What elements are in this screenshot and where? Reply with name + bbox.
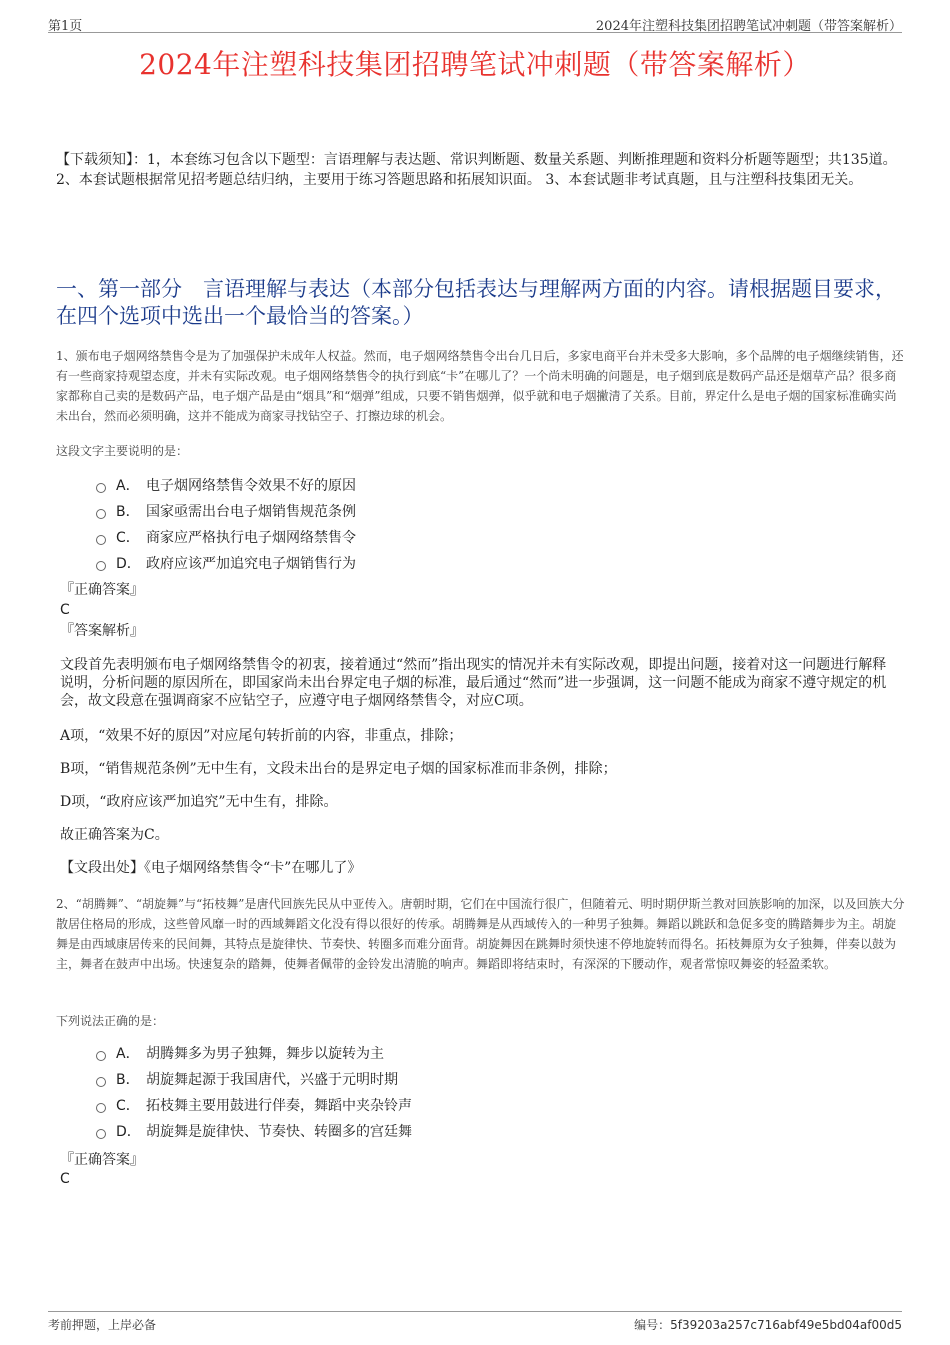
page-footer xyxy=(48,1311,902,1334)
question-2-prompt: 下列说法正确的是： xyxy=(56,1014,165,1028)
footer-code: 编号：5f39203a257c716abf49e5bd04af00d5 xyxy=(634,1318,902,1332)
question-1-option-b[interactable]: B． 国家亟需出台电子烟销售规范条例 xyxy=(96,499,796,525)
analysis-option-b: B项，“销售规范条例”无中生有，文段未出台的是界定电子烟的国家标准而非条例，排除； xyxy=(60,761,617,777)
analysis-conclusion: 故正确答案为C。 xyxy=(60,827,169,843)
download-notice: 【下载须知】：1，本套练习包含以下题型：言语理解与表达题、常识判断题、数量关系题、判断推理题和资料分析题等题型；共135道。 2、本套试题根据常见招考题总结归纳，主要用于练习答题思路和拓展知识面。 3、本套试题非考试真题，且与注塑科技集团无关。 xyxy=(56,152,897,188)
question-1-prompt: 这段文字主要说明的是： xyxy=(56,444,189,458)
question-2-options xyxy=(96,1041,796,1145)
question-2-option-d[interactable]: D． 胡旋舞是旋律快、节奏快、转圈多的宫廷舞 xyxy=(96,1119,796,1145)
question-1-options xyxy=(96,473,796,577)
question-2-option-a[interactable]: A． 胡腾舞多为男子独舞，舞步以旋转为主 xyxy=(96,1041,796,1067)
question-1-option-d[interactable]: D． 政府应该严加追究电子烟销售行为 xyxy=(96,551,796,577)
footer-slogan: 考前押题，上岸必备 xyxy=(48,1318,157,1332)
analysis-paragraph: 文段首先表明颁布电子烟网络禁售令的初衷，接着通过“然而”指出现实的情况并未有实际改观，即提出问题，接着对这一问题进行解释说明，分析问题的原因所在，即国家尚未出台界定电子烟的标准，最后通过“然而”进一步强调，这一问题不能成为商家不遵守规定的机会，故文段意在强调商家不应钻空子，应遵守电子烟网络禁售令，对应C项。 xyxy=(60,657,887,709)
question-2-answer-label: 『正确答案』 xyxy=(60,1152,144,1168)
radio-icon[interactable] xyxy=(96,561,106,571)
header-doc-title: 2024年注塑科技集团招聘笔试冲刺题（带答案解析） xyxy=(595,19,902,34)
question-1-answer: C xyxy=(60,602,70,618)
analysis-option-d: D项，“政府应该严加追究”无中生有，排除。 xyxy=(60,794,338,810)
page-header xyxy=(48,14,902,33)
question-1-option-c[interactable]: C． 商家应严格执行电子烟网络禁售令 xyxy=(96,525,796,551)
radio-icon[interactable] xyxy=(96,1103,106,1113)
analysis-option-a: A项，“效果不好的原因”对应尾句转折前的内容，非重点，排除； xyxy=(60,728,463,744)
question-2-option-c[interactable]: C． 拓枝舞主要用鼓进行伴奏，舞蹈中夹杂铃声 xyxy=(96,1093,796,1119)
radio-icon[interactable] xyxy=(96,509,106,519)
question-1-stem: 1、颁布电子烟网络禁售令是为了加强保护未成年人权益。然而，电子烟网络禁售令出台几日后，多家电商平台并未受多大影响，多个品牌的电子烟继续销售，还有一些商家持观望态度，并未有实际改观。电子烟网络禁售令的执行到底“卡”在哪儿了？一个尚未明确的问题是，电子烟到底是数码产品还是烟草产品？很多商家都称自己卖的是数码产品，电子烟产品是由“烟具”和“烟弹”组成，只要不销售烟弹，似乎就和电子烟撇清了关系。目前，界定什么是电子烟的国家标准确实尚未出台，然而必须明确，这并不能成为商家寻找钻空子、打擦边球的机会。 xyxy=(56,349,904,423)
question-1-option-a[interactable]: A． 电子烟网络禁售令效果不好的原因 xyxy=(96,473,796,499)
question-1-answer-label: 『正确答案』 xyxy=(60,582,144,598)
radio-icon[interactable] xyxy=(96,483,106,493)
page-title: 2024年注塑科技集团招聘笔试冲刺题（带答案解析） xyxy=(139,48,811,81)
radio-icon[interactable] xyxy=(96,1051,106,1061)
radio-icon[interactable] xyxy=(96,535,106,545)
section-title: 一、第一部分 言语理解与表达（本部分包括表达与理解两方面的内容。请根据题目要求，在四个选项中选出一个最恰当的答案。） xyxy=(56,277,896,328)
question-2-option-b[interactable]: B． 胡旋舞起源于我国唐代，兴盛于元明时期 xyxy=(96,1067,796,1093)
radio-icon[interactable] xyxy=(96,1077,106,1087)
question-1-analysis-label: 『答案解析』 xyxy=(60,623,144,639)
question-2-answer: C xyxy=(60,1171,70,1187)
radio-icon[interactable] xyxy=(96,1129,106,1139)
question-2-stem: 2、“胡腾舞”、“胡旋舞”与“拓枝舞”是唐代回族先民从中亚传入。唐朝时期，它们在中国流行很广，但随着元、明时期伊斯兰教对回族影响的加深，以及回族大分散居住格局的形成，这些曾风靡一时的西域舞蹈文化没有得以很好的传承。胡腾舞是从西域传入的一种男子独舞。舞蹈以跳跃和急促多变的腾踏舞步为主。胡旋舞是由西域康居传来的民间舞，其特点是旋律快、节奏快、转圈多而难分面背。胡旋舞因在跳舞时须快速不停地旋转而得名。拓枝舞原为女子独舞，伴奏以鼓为主，舞者在鼓声中出场。快速复杂的踏舞，使舞者佩带的金铃发出清脆的响声。舞蹈即将结束时，有深深的下腰动作，观者常惊叹舞姿的轻盈柔软。 xyxy=(56,897,905,971)
analysis-source: 【文段出处】《电子烟网络禁售令“卡”在哪儿了》 xyxy=(60,860,362,876)
page-number: 第1页 xyxy=(48,19,83,34)
